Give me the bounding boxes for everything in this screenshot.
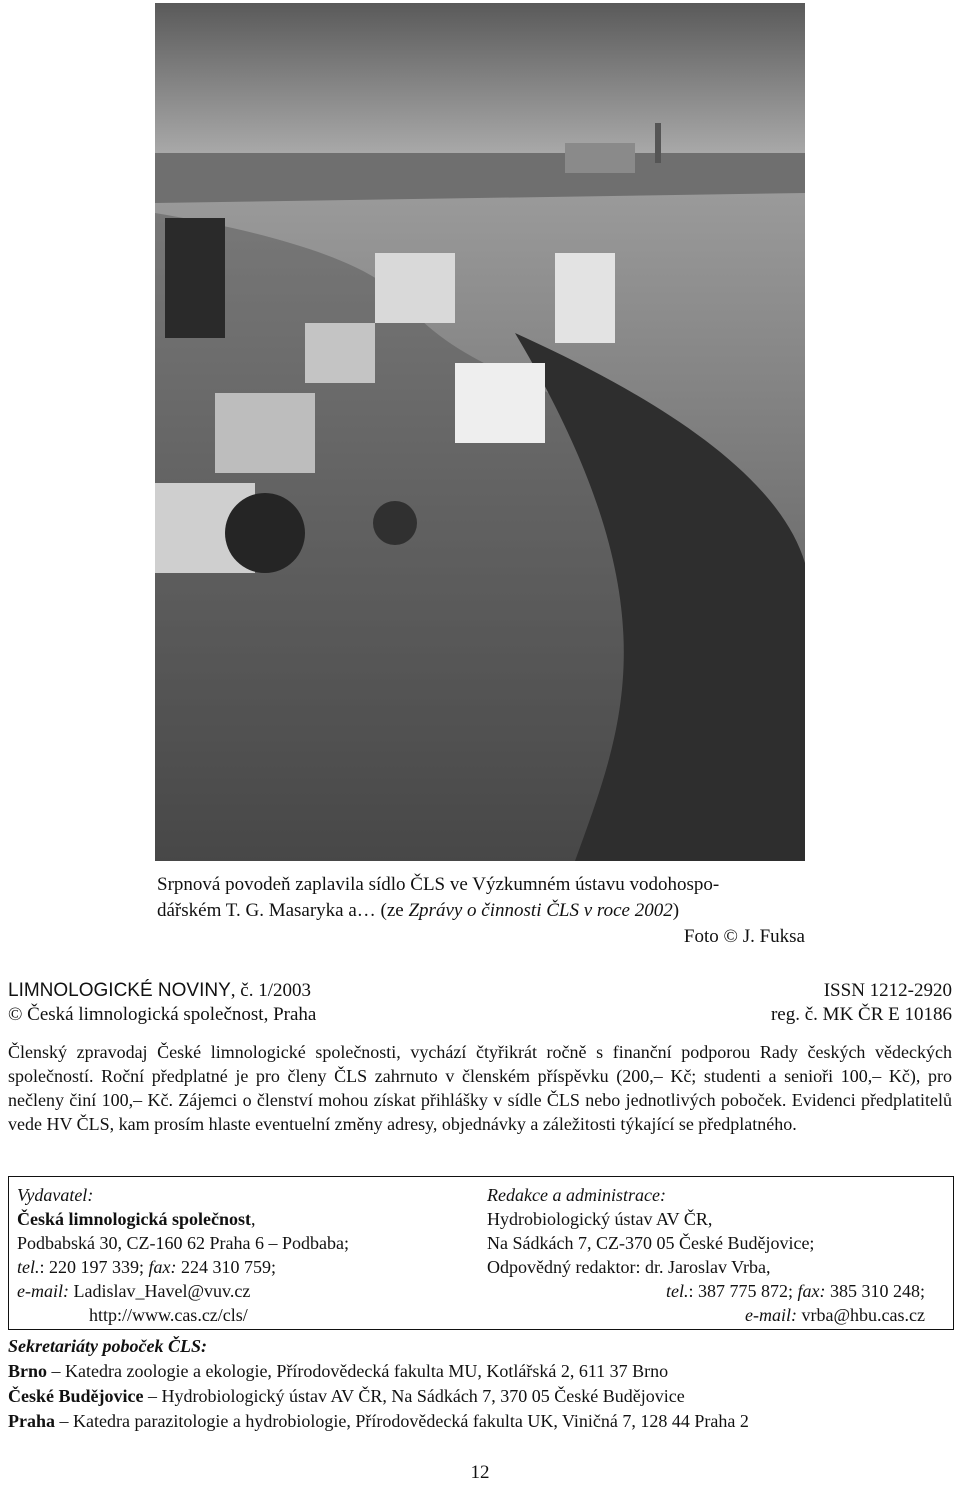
contact-box: [8, 1176, 954, 1330]
photo-credit: Foto © J. Fuksa: [683, 926, 805, 947]
publisher-name: Česká limnologická společnost: [17, 1209, 252, 1229]
branch-city: Brno: [8, 1361, 48, 1381]
caption-line-2: [157, 898, 805, 924]
registration-number: reg. č. MK ČR E 10186: [770, 1004, 952, 1025]
copyright-publisher: © Česká limnologická společnost, Praha: [8, 1004, 317, 1025]
publisher-heading: [17, 1183, 477, 1207]
issn: ISSN 1212-2920: [823, 980, 952, 1001]
newsletter-title: LIMNOLOGICKÉ NOVINY: [8, 980, 231, 1001]
caption-line-2-end: ): [672, 900, 680, 921]
branch-address: – Katedra zoologie a ekologie, Přírodovědecká fakulta MU, Kotlářská 2, 611 37 Brno: [47, 1361, 669, 1381]
branch-item: [8, 1384, 952, 1409]
flood-photo: [155, 3, 805, 861]
editorial-email-line: [487, 1303, 935, 1327]
branch-item: [8, 1359, 952, 1384]
publisher-name-suffix: ,: [251, 1209, 256, 1229]
publisher-email-label: e-mail:: [17, 1281, 69, 1301]
publisher-tel-label: tel.: [17, 1257, 40, 1277]
branch-city: České Budějovice: [8, 1386, 144, 1406]
branches-heading-text: Sekretariáty poboček ČLS:: [8, 1336, 207, 1356]
newsletter-description: Členský zpravodaj České limnologické společnosti, vychází čtyřikrát ročně s finanční podporou Rady českých vědeckých společností. Roční předplatné je pro členy ČLS zahrnuto v členském příspěvku (200,– Kč; studenti a senioři 100,– Kč), pro nečleny činí 100,– Kč. Zájemci o členství mohou získat přihlášky v sídle ČLS nebo jednotlivých poboček. Evidenci předplatitelů vede HV ČLS, kam prosím hlaste eventuelní změny adresy, objednávky a záležitosti týkající se předplatného.: [8, 1042, 952, 1134]
publisher-column: [17, 1183, 477, 1327]
publisher-tel: : 220 197 339;: [39, 1257, 149, 1277]
page-number: 12: [470, 1462, 490, 1483]
publisher-url[interactable]: http://www.cas.cz/cls/: [89, 1305, 248, 1325]
masthead-row-2: [8, 1003, 952, 1027]
editorial-tel: : 387 775 872;: [688, 1281, 798, 1301]
masthead-row-1: [8, 979, 952, 1003]
editorial-address: Na Sádkách 7, CZ-370 05 České Budějovice;: [487, 1233, 815, 1253]
branch-address: – Hydrobiologický ústav AV ČR, Na Sádkách 7, 370 05 České Budějovice: [143, 1386, 685, 1406]
publisher-heading-text: Vydavatel:: [17, 1185, 94, 1205]
branch-address: – Katedra parazitologie a hydrobiologie, Přírodovědecká fakulta UK, Viničná 7, 128 44 Praha 2: [55, 1411, 749, 1431]
editorial-phone-fax: [487, 1279, 935, 1303]
branch-item: [8, 1409, 952, 1434]
editorial-fax-label: fax:: [797, 1281, 826, 1301]
editorial-email-label: e-mail:: [744, 1305, 797, 1325]
editorial-heading: [487, 1183, 935, 1207]
masthead-title-group: [8, 979, 311, 1003]
publisher-address: Podbabská 30, CZ-160 62 Praha 6 – Podbaba;: [17, 1233, 349, 1253]
publisher-email[interactable]: Ladislav_Havel@vuv.cz: [68, 1281, 251, 1301]
editorial-institute: Hydrobiologický ústav AV ČR,: [487, 1209, 713, 1229]
branches-heading: [8, 1334, 952, 1359]
caption-line-1: Srpnová povodeň zaplavila sídlo ČLS ve Výzkumném ústavu vodohospo-: [157, 874, 720, 895]
editorial-heading-text: Redakce a administrace:: [487, 1185, 666, 1205]
caption-line-2-text: dářském T. G. Masaryka a… (ze: [157, 900, 409, 921]
publisher-fax: 224 310 759;: [176, 1257, 277, 1277]
editorial-email[interactable]: vrba@hbu.cas.cz: [796, 1305, 925, 1325]
editor-name: Odpovědný redaktor: dr. Jaroslav Vrba,: [487, 1257, 771, 1277]
publisher-name-line: [17, 1207, 477, 1231]
branch-city: Praha: [8, 1411, 55, 1431]
publisher-email-line: [17, 1279, 477, 1303]
editorial-tel-label: tel.: [665, 1281, 689, 1301]
flood-photo-illustration: [155, 3, 805, 861]
editorial-column: [487, 1183, 935, 1327]
editorial-fax: 385 310 248;: [825, 1281, 925, 1301]
issue-number: , č. 1/2003: [230, 980, 311, 1001]
branch-offices: [8, 1334, 952, 1434]
publisher-fax-label: fax:: [148, 1257, 177, 1277]
photo-caption: [157, 872, 805, 950]
publisher-phone-fax: [17, 1255, 477, 1279]
caption-source-title: Zprávy o činnosti ČLS v roce 2002: [408, 900, 673, 921]
